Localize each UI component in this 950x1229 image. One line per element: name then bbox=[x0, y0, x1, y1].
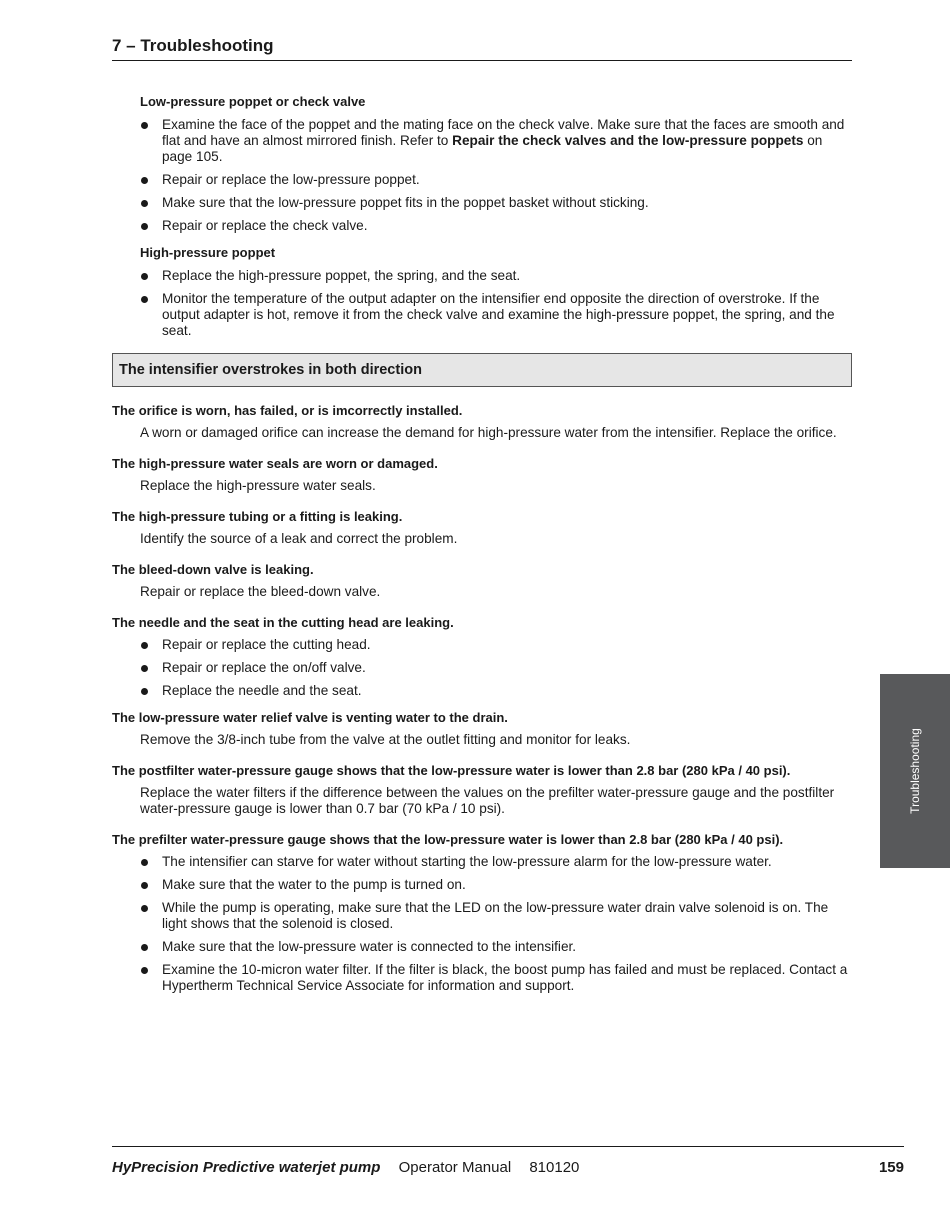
cause-description: Identify the source of a leak and correct the problem. bbox=[140, 531, 458, 546]
cause-title: The needle and the seat in the cutting head are leaking. bbox=[112, 615, 454, 630]
section-title-high-pressure-poppet: High-pressure poppet bbox=[140, 245, 276, 260]
list-item: Replace the high-pressure poppet, the spring, and the seat. bbox=[112, 268, 852, 284]
item-text: Examine the face of the poppet and the mating face on the check valve. Make sure that the faces are smooth and flat and have an almost mirrored finish. Refer to bbox=[162, 117, 845, 148]
part-number: 810120 bbox=[529, 1159, 580, 1176]
chapter-side-tab bbox=[880, 674, 950, 868]
page-number: 159 bbox=[878, 1159, 904, 1176]
cause-title: The prefilter water-pressure gauge shows that the low-pressure water is lower than 2.8 bar (280 kPa / 40 psi). bbox=[112, 832, 784, 847]
product-name: HyPrecision Predictive waterjet pump bbox=[112, 1159, 381, 1176]
list-item: Repair or replace the check valve. bbox=[112, 218, 852, 234]
list-item: Monitor the temperature of the output adapter on the intensifier end opposite the direction of overstroke. If the output adapter is hot, remove it from the check valve and examine the high-pressure poppet, the spring, and the seat. bbox=[112, 291, 852, 339]
problem-heading-box: The intensifier overstrokes in both direction bbox=[112, 353, 852, 387]
list-item: Replace the needle and the seat. bbox=[112, 683, 852, 699]
page-footer bbox=[112, 1146, 904, 1176]
cause-description: Replace the water filters if the difference between the values on the prefilter water-pressure gauge and the postfilter water-pressure gauge is lower than 0.7 bar (70 kPa / 10 psi). bbox=[140, 785, 835, 816]
section-title-low-pressure-poppet: Low-pressure poppet or check valve bbox=[140, 94, 366, 109]
high-pressure-poppet-list bbox=[112, 268, 852, 339]
list-item: Make sure that the water to the pump is turned on. bbox=[112, 877, 852, 893]
cutting-head-list bbox=[112, 637, 852, 699]
list-item: Make sure that the low-pressure water is connected to the intensifier. bbox=[112, 939, 852, 955]
cause-title: The postfilter water-pressure gauge shows that the low-pressure water is lower than 2.8 bar (280 kPa / 40 psi). bbox=[112, 763, 791, 778]
low-pressure-poppet-list bbox=[112, 117, 852, 234]
chapter-header bbox=[112, 36, 852, 61]
prefilter-list bbox=[112, 854, 852, 994]
list-item: Repair or replace the cutting head. bbox=[112, 637, 852, 653]
cause-title: The low-pressure water relief valve is venting water to the drain. bbox=[112, 710, 508, 725]
cause-title: The orifice is worn, has failed, or is imcorrectly installed. bbox=[112, 403, 463, 418]
cause-title: The bleed-down valve is leaking. bbox=[112, 562, 314, 577]
cross-reference-link[interactable]: Repair the check valves and the low-pressure poppets bbox=[452, 133, 804, 148]
list-item: Examine the 10-micron water filter. If the filter is black, the boost pump has failed and must be replaced. Contact a Hypertherm Technical Service Associate for information and support. bbox=[112, 962, 852, 994]
cause-description: Remove the 3/8-inch tube from the valve at the outlet fitting and monitor for leaks. bbox=[140, 732, 631, 747]
item-text: on page 105. bbox=[162, 133, 823, 164]
list-item: Repair or replace the low-pressure poppet. bbox=[112, 172, 852, 188]
list-item: Make sure that the low-pressure poppet fits in the poppet basket without sticking. bbox=[112, 195, 852, 211]
cause-description: Repair or replace the bleed-down valve. bbox=[140, 584, 381, 599]
list-item bbox=[112, 117, 852, 165]
cause-title: The high-pressure water seals are worn or damaged. bbox=[112, 456, 438, 471]
list-item: The intensifier can starve for water without starting the low-pressure alarm for the low-pressure water. bbox=[112, 854, 852, 870]
chapter-title: 7 – Troubleshooting bbox=[112, 36, 274, 55]
list-item: Repair or replace the on/off valve. bbox=[112, 660, 852, 676]
manual-type: Operator Manual bbox=[398, 1159, 512, 1176]
cause-title: The high-pressure tubing or a fitting is leaking. bbox=[112, 509, 403, 524]
cause-description: A worn or damaged orifice can increase the demand for high-pressure water from the intensifier. Replace the orifice. bbox=[140, 425, 837, 440]
side-tab-label: Troubleshooting bbox=[908, 728, 922, 814]
page-content bbox=[112, 94, 852, 1005]
cause-description: Replace the high-pressure water seals. bbox=[140, 478, 376, 493]
list-item: While the pump is operating, make sure that the LED on the low-pressure water drain valve solenoid is on. The light shows that the solenoid is closed. bbox=[112, 900, 852, 932]
